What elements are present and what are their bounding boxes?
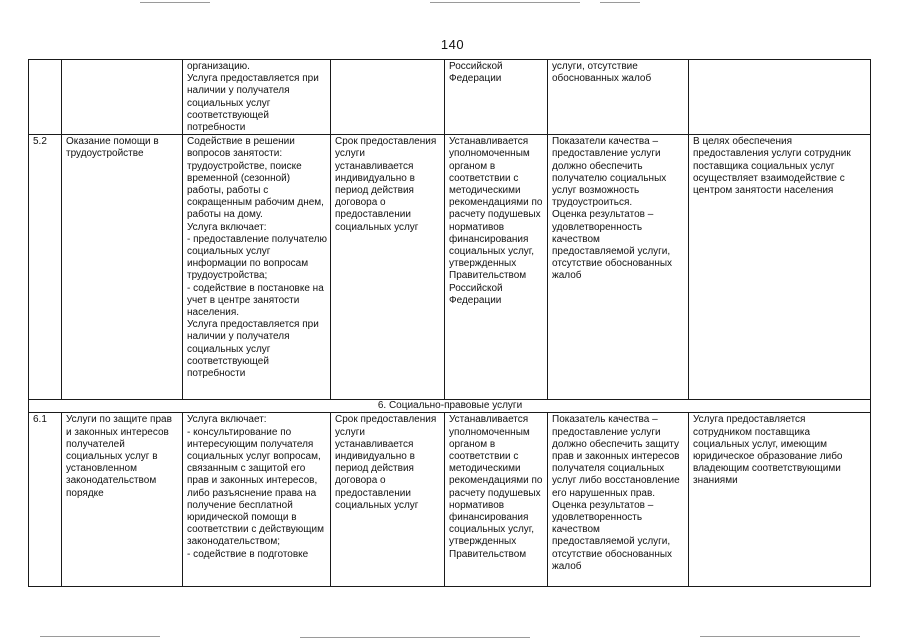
cell-conditions: Услуга предоставляется сотрудником поставщика социальных услуг, имеющим юридическое образование либо владеющим соответствующими знаниями (689, 413, 871, 587)
section-header-row (29, 400, 871, 413)
cell-service-norm: Устанавливается уполномоченным органом в соответствии с методическими рекомендациями по расчету подушевых нормативов финансирования социальных услуг, утвержденных Правительством (445, 413, 548, 587)
scan-artifact-bottom (40, 636, 160, 637)
cell-conditions (689, 60, 871, 135)
cell-service-content: организацию. Услуга предоставляется при наличии у получателя социальных услуг соответствующей потребности (183, 60, 331, 135)
page-number: 140 (440, 37, 465, 52)
scan-artifact-bottom (700, 636, 860, 637)
cell-number (29, 60, 62, 135)
scan-artifact-bottom (300, 637, 530, 638)
cell-service-content: Содействие в решении вопросов занятости: трудоустройстве, поиске временной (сезонной) работы, работы с сокращенным рабочим днем, работы на дому. Услуга включает: - предоставление получателю социальных услуг информации по вопросам трудоустройства; - содействие в постановке на учет в центре занятости населения. Услуга предоставляется при наличии у получателя социальных услуг соответствующей потребности (183, 135, 331, 400)
cell-conditions: В целях обеспечения предоставления услуги сотрудник поставщика социальных услуг осуществляет взаимодействие с центром занятости населения (689, 135, 871, 400)
services-table (28, 59, 871, 587)
cell-quality-indicators: услуги, отсутствие обоснованных жалоб (548, 60, 689, 135)
cell-quality-indicators: Показатель качества – предоставление услуги должно обеспечить защиту прав и законных интересов получателя социальных услуг либо восстановление его нарушенных прав. Оценка результатов – удовлетворенность качеством предоставляемой услуги, отсутствие обоснованных жалоб (548, 413, 689, 587)
cell-service-norm: Устанавливается уполномоченным органом в соответствии с методическими рекомендациями по расчету подушевых нормативов финансирования социальных услуг, утвержденных Правительством Российской Федерации (445, 135, 548, 400)
scan-artifact-top (140, 2, 210, 3)
cell-service-norm: Российской Федерации (445, 60, 548, 135)
cell-service-term: Срок предоставления услуги устанавливается индивидуально в период действия договора о предоставлении социальных услуг (331, 413, 445, 587)
cell-service-term: Срок предоставления услуги устанавливается индивидуально в период действия договора о предоставлении социальных услуг (331, 135, 445, 400)
cell-quality-indicators: Показатели качества – предоставление услуги должно обеспечить получателю социальных услуг возможность трудоустроиться. Оценка результатов – удовлетворенность качеством предоставляемой услуги, отсутствие обоснованных жалоб (548, 135, 689, 400)
section-title: 6. Социально-правовые услуги (29, 400, 871, 413)
cell-service-name: Оказание помощи в трудоустройстве (62, 135, 183, 400)
cell-number: 5.2 (29, 135, 62, 400)
table-row (29, 135, 871, 400)
cell-service-name: Услуги по защите прав и законных интересов получателей социальных услуг в установленном законодательством порядке (62, 413, 183, 587)
scan-artifact-top (600, 2, 640, 3)
table-row (29, 413, 871, 587)
cell-service-term (331, 60, 445, 135)
scan-artifact-top (430, 2, 580, 3)
cell-number: 6.1 (29, 413, 62, 587)
cell-service-content: Услуга включает: - консультирование по интересующим получателя социальных услуг вопросам, связанным с защитой его прав и законных интересов, либо разъяснение права на получение бесплатной юридической помощи в соответствии с действующим законодательством; - содействие в подготовке (183, 413, 331, 587)
cell-service-name (62, 60, 183, 135)
table-row (29, 60, 871, 135)
